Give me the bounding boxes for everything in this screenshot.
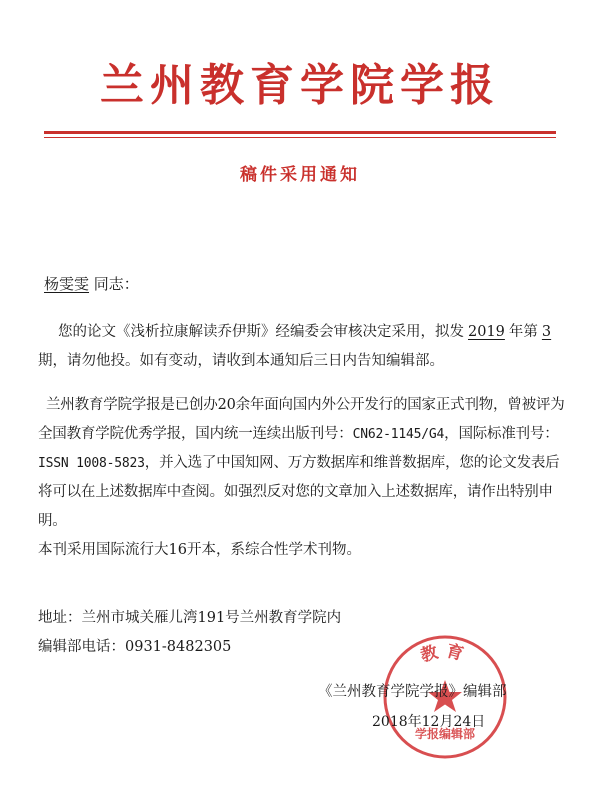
header-rule-thick (44, 131, 556, 134)
p1-text-a: 您的论文《浅析拉康解读乔伊斯》经编委会审核决定采用，拟发 (58, 324, 464, 340)
signature-department: 《兰州教育学院学报》编辑部 (318, 684, 507, 700)
recipient-name: 杨雯雯 (44, 275, 90, 293)
recipient-suffix: 同志： (93, 275, 139, 293)
p1-text-c: 期，请勿他投。如有变动，请收到本通知后三日内告知编辑部。 (38, 353, 444, 369)
contact-phone: 编辑部电话：0931-8482305 (38, 639, 232, 655)
p2-text-b: ，国际标准刊号： (444, 426, 559, 442)
notice-title: 稿件采用通知 (240, 165, 360, 185)
contact-address: 地址：兰州市城关雁儿湾191号兰州教育学院内 (38, 610, 342, 626)
header-rule-thin (44, 137, 556, 138)
publish-issue: 3 (541, 324, 552, 340)
seal-bottom-text: 学报编辑部 (414, 727, 476, 741)
paragraph-format: 本刊采用国际流行大16开本，系综合性学术刊物。 (38, 542, 361, 558)
paragraph-journal-info (38, 391, 570, 536)
p2-text-a: 兰州教育学院学报是已创办20余年面向国内外公开发行的国家正式刊物，曾被评为全国教育学院优秀学报，国内统一连续出版刊号： (38, 397, 565, 442)
paragraph-acceptance (38, 318, 570, 376)
seal-top-text: 教育 (418, 641, 472, 667)
publish-year: 2019 (468, 324, 505, 340)
p1-text-b: 年第 (508, 324, 538, 340)
p2-text-c: ，并入选了中国知网、万方数据库和维普数据库，您的论文发表后将可以在上述数据库中查阅。如强烈反对您的文章加入上述数据库，请作出特别申明。 (38, 455, 560, 529)
signature-date: 2018年12月24日 (372, 714, 486, 730)
journal-title: 兰州教育学院学报 (100, 60, 500, 111)
svg-text:教育 (418, 640, 471, 666)
issn-number: ISSN 1008-5823 (38, 456, 145, 471)
salutation (44, 270, 576, 299)
cn-number: CN62-1145/G4 (352, 427, 445, 442)
